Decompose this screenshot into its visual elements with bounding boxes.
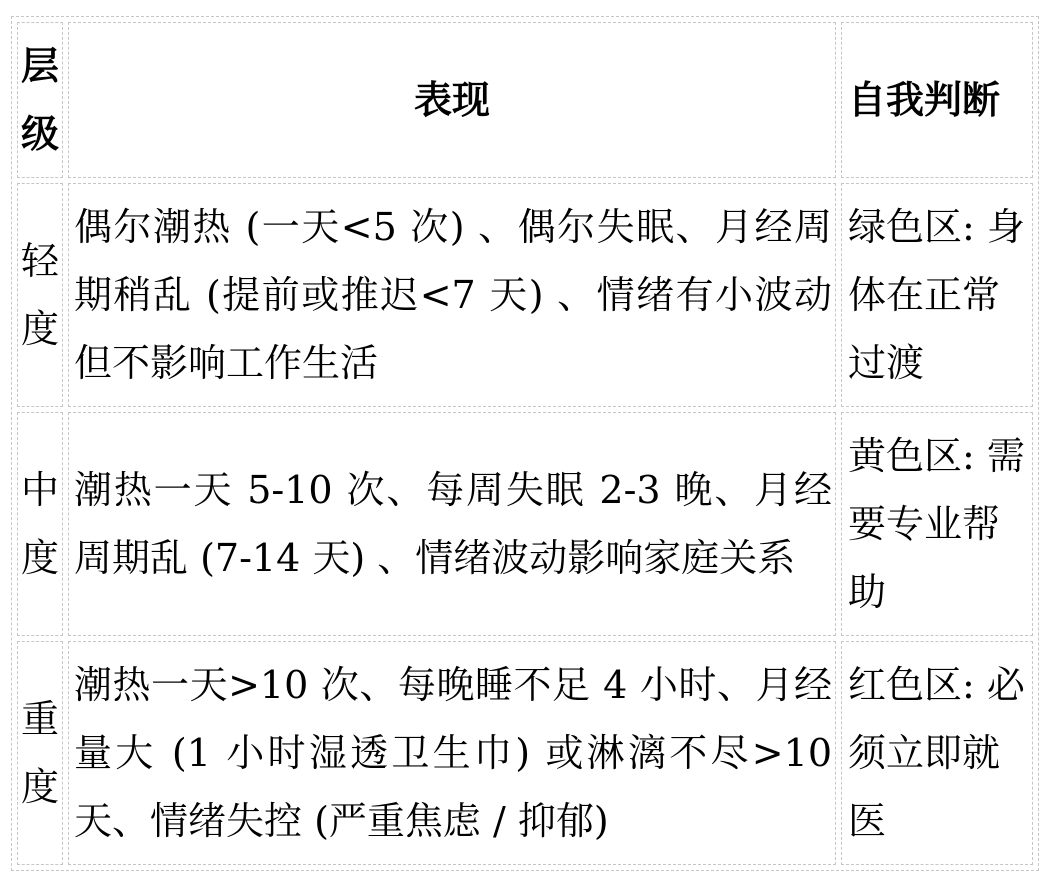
header-row xyxy=(17,22,1033,178)
judgment-cell: 绿色区: 身体在正常过渡 xyxy=(841,183,1033,407)
manifestation-cell: 潮热一天>10 次、每晚睡不足 4 小时、月经量大 (1 小时湿透卫生巾) 或淋漓不尽>10 天、情绪失控 (严重焦虑 / 抑郁) xyxy=(68,641,836,865)
judgment-cell: 黄色区: 需要专业帮助 xyxy=(841,412,1033,636)
level-cell: 轻度 xyxy=(17,183,63,407)
table-row-moderate xyxy=(17,412,1033,636)
level-cell: 中度 xyxy=(17,412,63,636)
level-cell: 重度 xyxy=(17,641,63,865)
manifestation-cell: 潮热一天 5-10 次、每周失眠 2-3 晚、月经周期乱 (7-14 天) 、情绪波动影响家庭关系 xyxy=(68,412,836,636)
header-cell-level: 层级 xyxy=(17,22,63,178)
table-body xyxy=(17,183,1033,865)
header-cell-manifestation: 表现 xyxy=(68,22,836,178)
table-header xyxy=(17,22,1033,178)
severity-table xyxy=(11,16,1039,871)
manifestation-cell: 偶尔潮热 (一天<5 次) 、偶尔失眠、月经周期稍乱 (提前或推迟<7 天) 、情绪有小波动但不影响工作生活 xyxy=(68,183,836,407)
table-row-mild xyxy=(17,183,1033,407)
judgment-cell: 红色区: 必须立即就医 xyxy=(841,641,1033,865)
table-row-severe xyxy=(17,641,1033,865)
header-cell-self-judgment: 自我判断 xyxy=(841,22,1033,178)
